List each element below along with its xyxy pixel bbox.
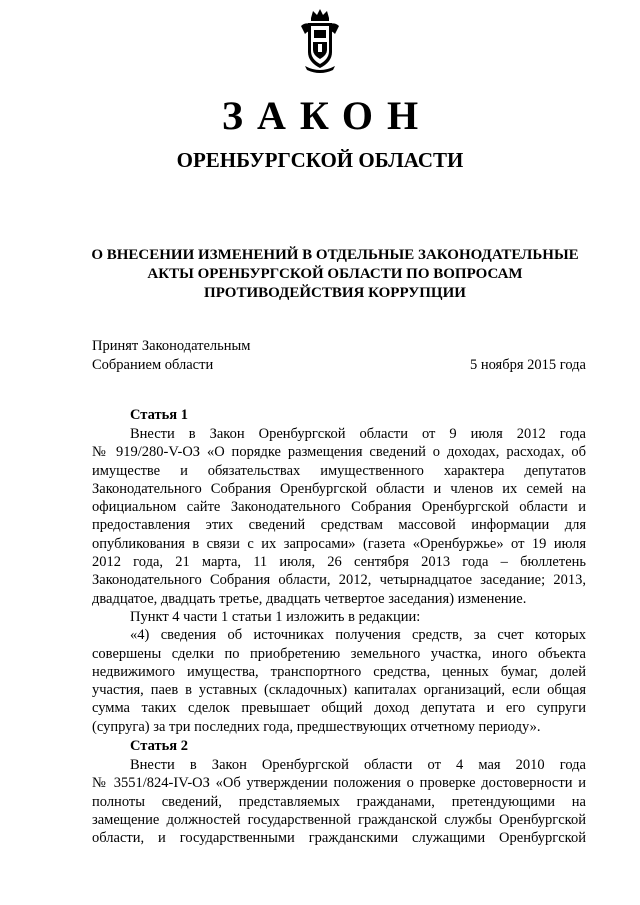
paragraph-line: замещение должностей государственной гражданской службы Оренбургской <box>92 811 586 828</box>
paragraph-line: официальном сайте Законодательного Собрания Оренбургской области и <box>92 499 586 516</box>
article-2 <box>92 737 586 847</box>
law-title: ЗАКОН <box>221 93 433 138</box>
paragraph-line: двадцатое, двадцать третье, двадцать четвертое заседания) изменение. <box>92 590 527 607</box>
paragraph-line: имуществе и обязательствах имущественного характера депутатов <box>92 462 586 479</box>
paragraph-line: 2012 года, 21 марта, 11 июля, 26 сентября 2013 года – бюллетень <box>92 554 586 571</box>
heading-line: ПРОТИВОДЕЙСТВИЯ КОРРУПЦИИ <box>204 285 466 301</box>
paragraph-line: Внести в Закон Оренбургской области от 4 мая 2010 года <box>130 757 586 773</box>
article-1-title: Статья 1 <box>130 407 188 423</box>
article-2-title: Статья 2 <box>130 738 188 754</box>
paragraph-line: совершены сделки по приобретению земельного участка, иного объекта <box>92 645 586 662</box>
paragraph-line: Законодательного Собрания Оренбургской области и членов их семей на <box>92 480 586 497</box>
paragraph-line: Законодательного Собрания области, 2012, четырнадцатое заседание; 2013, <box>92 572 586 589</box>
paragraph-line: области, и государственными гражданскими служащими Оренбургской <box>92 830 586 847</box>
heading-line: О ВНЕСЕНИИ ИЗМЕНЕНИЙ В ОТДЕЛЬНЫЕ ЗАКОНОДАТЕЛЬНЫЕ <box>91 247 579 263</box>
region-title: ОРЕНБУРГСКОЙ ОБЛАСТИ <box>176 148 464 172</box>
heading-line: АКТЫ ОРЕНБУРГСКОЙ ОБЛАСТИ ПО ВОПРОСАМ <box>147 266 523 282</box>
paragraph-line: № 919/280-V-ОЗ «О порядке размещения сведений о доходах, расходах, об <box>92 444 586 461</box>
adoption-date: 5 ноября 2015 года <box>469 357 586 373</box>
coat-of-arms-icon <box>299 8 341 74</box>
paragraph-line: (супруга) за три последних года, предшествующих отчетному периоду». <box>92 718 541 735</box>
article-1 <box>92 406 586 736</box>
adoption-line: Собранием области <box>92 357 214 373</box>
paragraph-line: Пункт 4 части 1 статьи 1 изложить в редакции: <box>130 608 421 625</box>
adoption-line: Принят Законодательным <box>92 338 251 354</box>
paragraph-line: предоставления этих сведений средствам массовой информации для <box>92 517 586 534</box>
paragraph-line: сумма таких сделок превышает общий доход депутата и его супруги <box>92 700 586 717</box>
paragraph-line: Внести в Закон Оренбургской области от 9 июля 2012 года <box>130 426 586 442</box>
paragraph-line: участия, паев в уставных (складочных) капиталах организаций, если общая <box>92 682 586 699</box>
law-heading <box>80 246 590 303</box>
paragraph-line: № 3551/824-IV-ОЗ «Об утверждении положения о проверке достоверности и <box>92 775 586 792</box>
paragraph-line: полноты сведений, представляемых гражданами, претендующими на <box>92 793 586 810</box>
paragraph-line: опубликования в связи с их запросами» (газета «Оренбуржье» от 19 июля <box>92 535 586 552</box>
adoption-info <box>92 337 250 375</box>
paragraph-line: недвижимого имущества, транспортного средства, ценных бумаг, долей <box>92 663 586 680</box>
paragraph-line: «4) сведения об источниках получения средств, за счет которых <box>130 627 586 644</box>
